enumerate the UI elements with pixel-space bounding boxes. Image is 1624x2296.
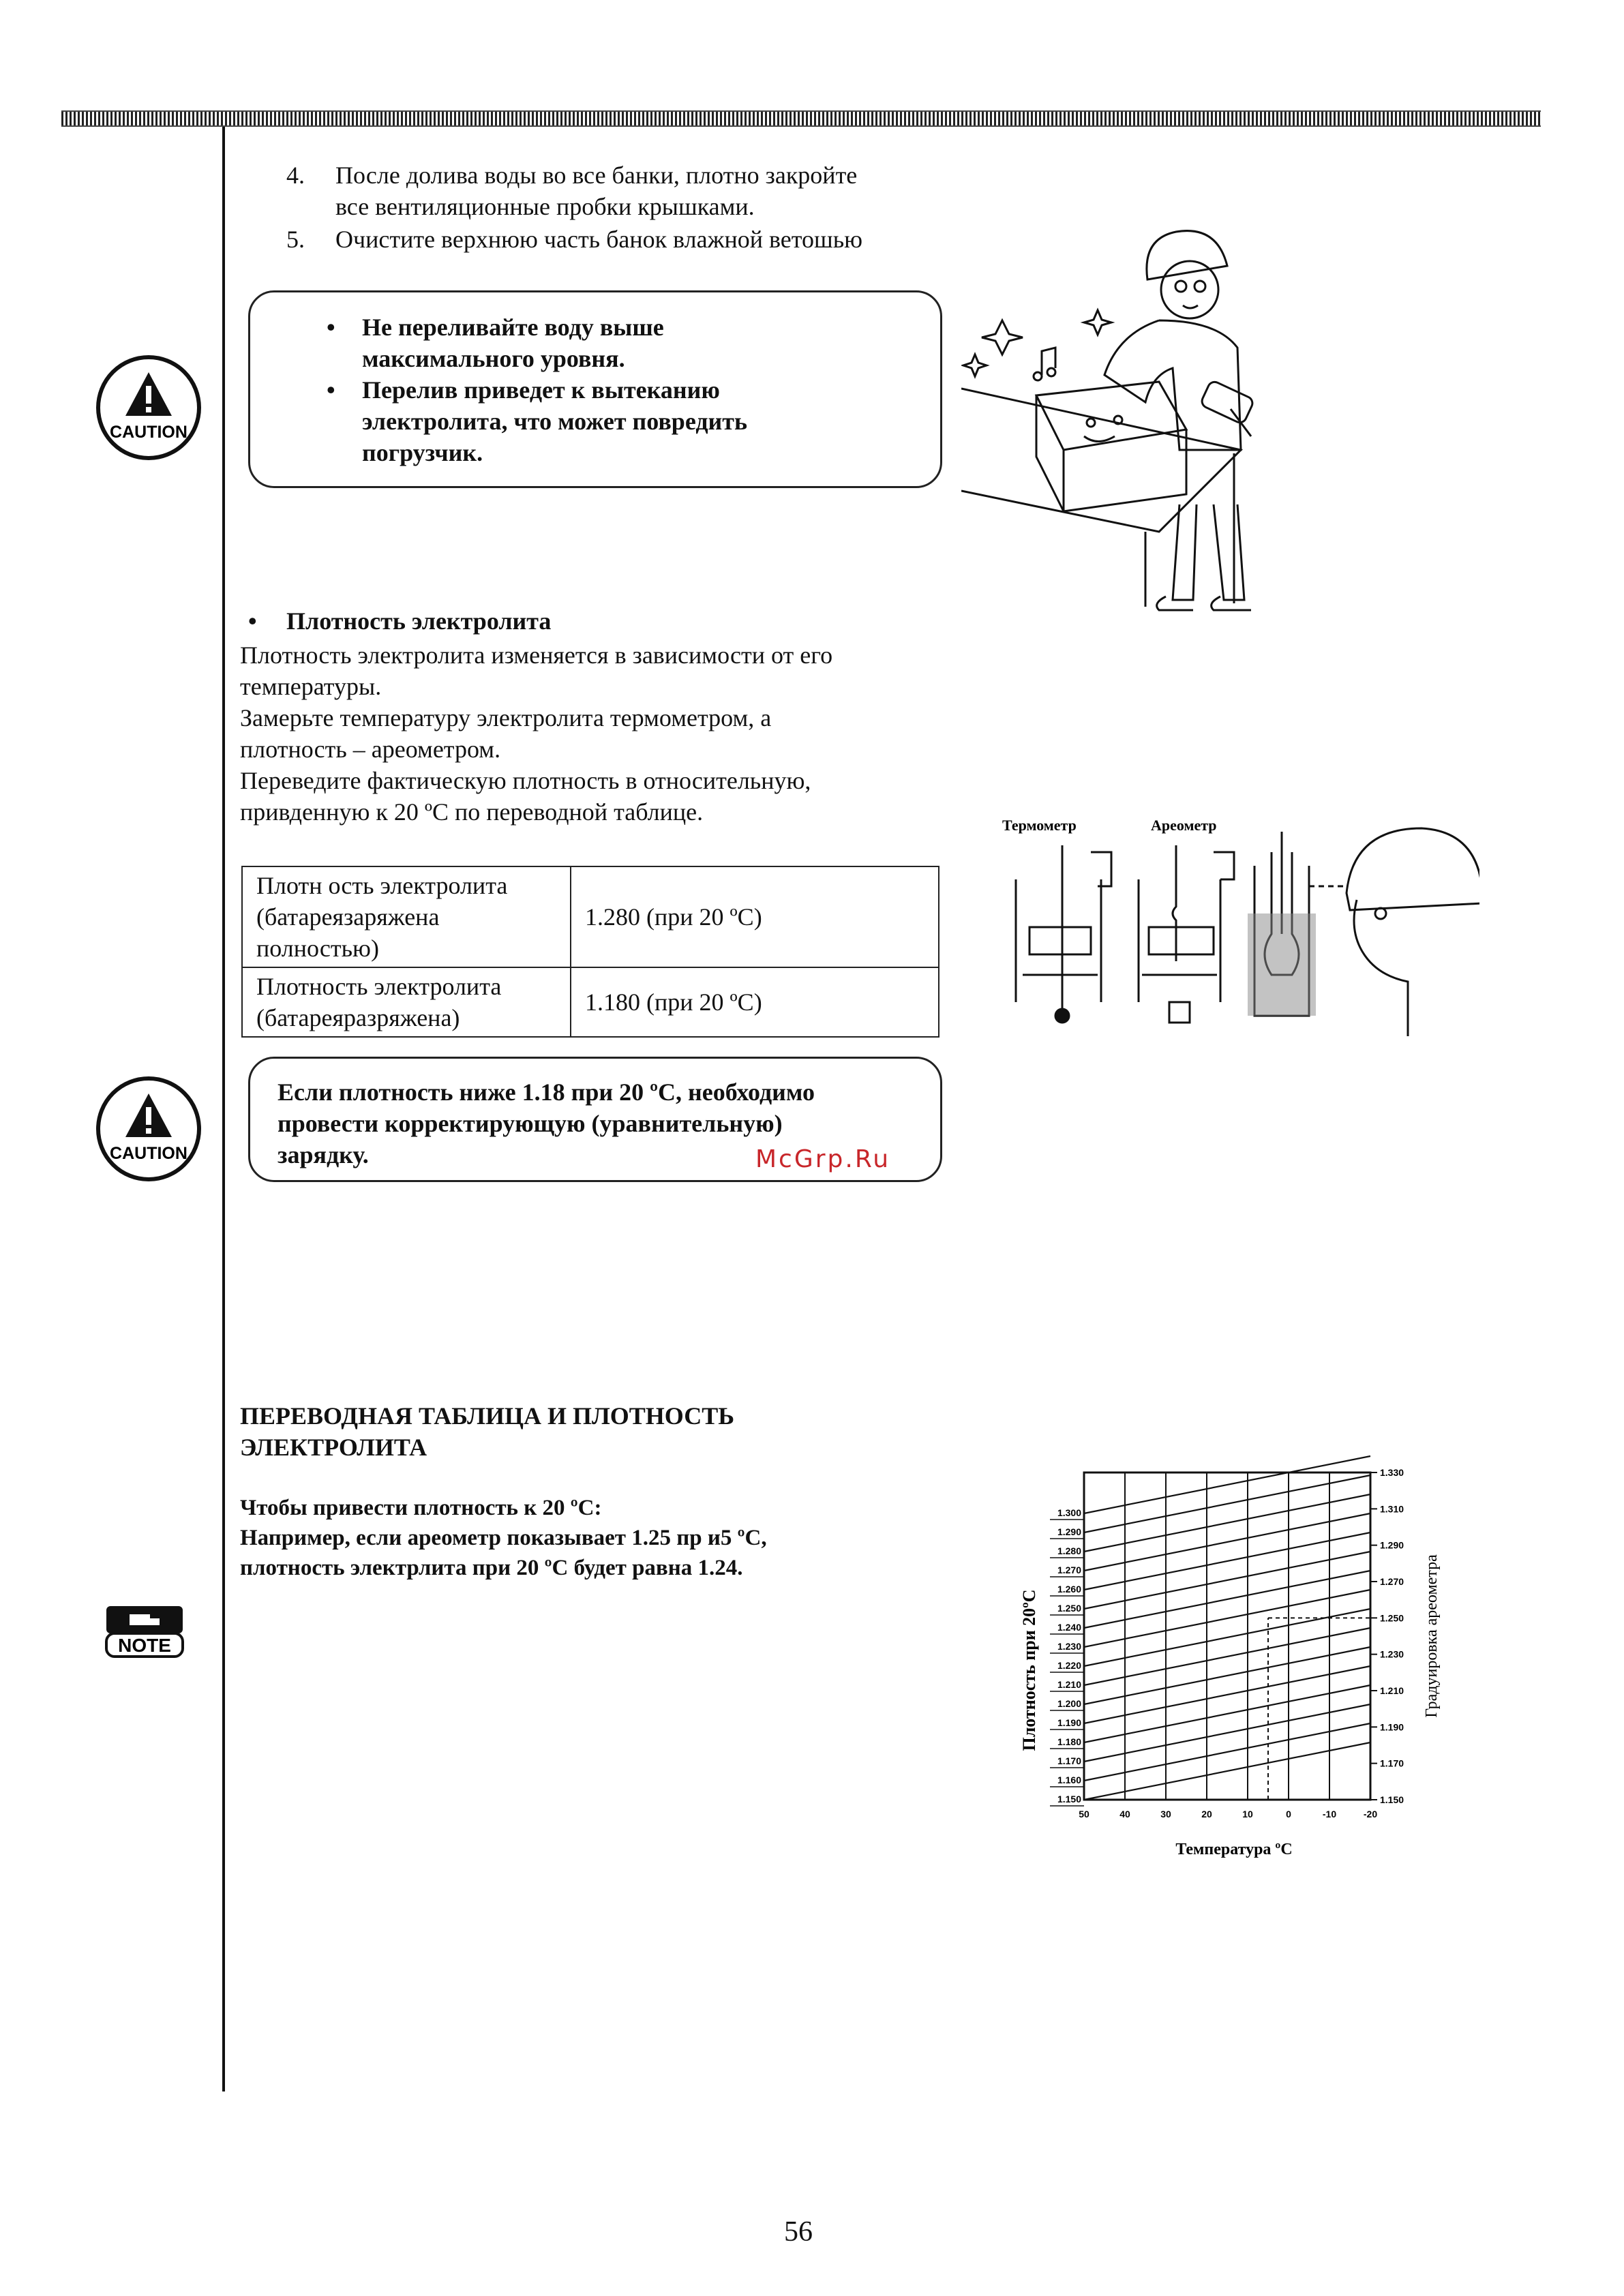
y-tick-label: 1.160 xyxy=(1057,1774,1081,1785)
x-tick-label: 50 xyxy=(1079,1809,1089,1819)
note-icon-label: NOTE xyxy=(118,1635,171,1656)
y-tick-label: 1.250 xyxy=(1057,1603,1081,1614)
y-tick-label: 1.280 xyxy=(1057,1545,1081,1556)
caution-icon xyxy=(94,353,203,462)
density-line xyxy=(1084,1552,1370,1609)
y2-axis-label: Градуировка ареометра xyxy=(1423,1554,1441,1718)
y-tick-label: 1.210 xyxy=(1057,1679,1081,1690)
density-line xyxy=(1084,1704,1370,1762)
page-number: 56 xyxy=(784,2216,813,2248)
worker-cleaning-battery-illustration xyxy=(961,218,1289,614)
y-tick-label: 1.300 xyxy=(1057,1507,1081,1518)
y-tick-label: 1.220 xyxy=(1057,1660,1081,1671)
y-tick-label: 1.260 xyxy=(1057,1584,1081,1595)
y2-tick-label: 1.210 xyxy=(1380,1685,1404,1696)
margin-rule xyxy=(222,127,225,2091)
density-paragraph-line: плотность – ареометром. xyxy=(240,736,501,763)
density-line xyxy=(1084,1723,1370,1781)
step-5 xyxy=(286,224,862,255)
caution-item: • Перелив приведет к вытеканию электролита, что может повредить погрузчик. xyxy=(318,374,747,468)
y-tick-label: 1.290 xyxy=(1057,1526,1081,1537)
caution-line: провести корректирующую (уравнительную) xyxy=(277,1110,783,1137)
thermometer-hydrometer-illustration xyxy=(1002,811,1479,1036)
note-icon xyxy=(104,1603,185,1659)
x-tick-label: 40 xyxy=(1119,1809,1130,1819)
y2-tick-label: 1.310 xyxy=(1380,1503,1404,1515)
table-cell-label: Плотн ость электролита (батареязаряжена полностью) xyxy=(242,866,571,967)
density-conversion-chart xyxy=(1016,1445,1452,1868)
density-table xyxy=(241,866,939,1038)
y2-tick-label: 1.290 xyxy=(1380,1539,1404,1551)
conversion-line: плотность электрлита при 20 ºС будет равна 1.24. xyxy=(240,1556,743,1580)
density-line xyxy=(1084,1609,1370,1666)
caution-icon-label: CAUTION xyxy=(110,1144,187,1163)
density-paragraph-line: привденную к 20 ºС по переводной таблице. xyxy=(240,798,704,826)
density-paragraph-line: Переведите фактическую плотность в относительную, xyxy=(240,767,811,794)
caution-line: зарядку. xyxy=(277,1141,369,1168)
x-tick-label: 0 xyxy=(1286,1809,1291,1819)
step-4 xyxy=(286,160,857,191)
y2-tick-label: 1.150 xyxy=(1380,1794,1404,1805)
density-heading: • Плотность электролита xyxy=(248,607,552,635)
density-line xyxy=(1084,1590,1370,1647)
watermark: McGrp.Ru xyxy=(755,1145,891,1173)
conversion-heading: ЭЛЕКТРОЛИТА xyxy=(240,1434,427,1461)
y-tick-label: 1.190 xyxy=(1057,1717,1081,1728)
table-cell-value: 1.180 (при 20 ºС) xyxy=(571,967,939,1037)
y2-tick-label: 1.270 xyxy=(1380,1576,1404,1587)
y-tick-label: 1.200 xyxy=(1057,1698,1081,1709)
table-row xyxy=(242,967,939,1037)
caution-line: электролита, что может повредить xyxy=(362,408,747,435)
density-line xyxy=(1084,1456,1370,1513)
step-number: 5. xyxy=(286,226,305,253)
density-paragraph-line: Плотность электролита изменяется в зависимости от его xyxy=(240,641,833,669)
step-4-cont xyxy=(286,191,755,222)
step-number: 4. xyxy=(286,162,305,189)
density-line xyxy=(1084,1494,1370,1552)
table-row xyxy=(242,866,939,967)
density-line xyxy=(1084,1532,1370,1590)
density-line xyxy=(1084,1685,1370,1742)
caution-line: Если плотность ниже 1.18 при 20 ºС, необходимо xyxy=(277,1078,815,1106)
caution-item: • Не переливайте воду выше максимального уровня. xyxy=(318,312,747,374)
x-tick-label: 30 xyxy=(1160,1809,1171,1819)
density-line xyxy=(1084,1513,1370,1571)
density-paragraph-line: Замерьте температуру электролита термометром, а xyxy=(240,704,772,731)
caution-line: Перелив приведет к вытеканию xyxy=(362,376,720,404)
y-tick-label: 1.240 xyxy=(1057,1622,1081,1633)
step-text: Очистите верхнюю часть банок влажной ветошью xyxy=(335,226,863,253)
density-line xyxy=(1084,1666,1370,1723)
y-tick-label: 1.180 xyxy=(1057,1736,1081,1747)
x-tick-label: -10 xyxy=(1322,1809,1337,1819)
y-tick-label: 1.230 xyxy=(1057,1641,1081,1652)
density-paragraph-line: температуры. xyxy=(240,673,382,700)
conversion-heading: ПЕРЕВОДНАЯ ТАБЛИЦА И ПЛОТНОСТЬ xyxy=(240,1402,735,1430)
caution-line: максимального уровня. xyxy=(362,345,625,372)
density-line xyxy=(1084,1475,1370,1532)
table-cell-label: Плотность электролита (батареяразряжена) xyxy=(242,967,571,1037)
caution-line: погрузчик. xyxy=(362,439,483,466)
y2-tick-label: 1.250 xyxy=(1380,1612,1404,1624)
x-axis-label: Температура ºС xyxy=(1175,1841,1293,1858)
hydrometer-label: Ареометр xyxy=(1151,817,1217,834)
caution-icon xyxy=(94,1074,203,1183)
y2-tick-label: 1.190 xyxy=(1380,1721,1404,1733)
x-tick-label: -20 xyxy=(1363,1809,1378,1819)
step-text: После долива воды во все банки, плотно закройте xyxy=(335,162,858,189)
header-rule xyxy=(61,110,1541,127)
y-tick-label: 1.270 xyxy=(1057,1565,1081,1575)
y2-tick-label: 1.230 xyxy=(1380,1648,1404,1660)
y2-tick-label: 1.330 xyxy=(1380,1467,1404,1478)
table-cell-value: 1.280 (при 20 ºС) xyxy=(571,866,939,967)
thermometer-label: Термометр xyxy=(1002,817,1077,834)
caution-icon-label: CAUTION xyxy=(110,423,187,442)
conversion-line: Чтобы привести плотность к 20 ºС: xyxy=(240,1496,602,1520)
step-text: все вентиляционные пробки крышками. xyxy=(335,193,755,220)
x-tick-label: 20 xyxy=(1201,1809,1212,1819)
caution-box xyxy=(248,290,942,488)
density-line xyxy=(1084,1628,1370,1685)
y-tick-label: 1.150 xyxy=(1057,1794,1081,1804)
y-tick-label: 1.170 xyxy=(1057,1755,1081,1766)
caution-line: Не переливайте воду выше xyxy=(362,314,664,341)
x-tick-label: 10 xyxy=(1242,1809,1253,1819)
conversion-line: Например, если ареометр показывает 1.25 пр и5 ºС, xyxy=(240,1526,767,1550)
density-line xyxy=(1084,1647,1370,1704)
y2-tick-label: 1.170 xyxy=(1380,1757,1404,1769)
density-line xyxy=(1084,1571,1370,1628)
density-line xyxy=(1084,1742,1370,1800)
y-axis-label: Плотность при 20ºС xyxy=(1019,1589,1039,1751)
